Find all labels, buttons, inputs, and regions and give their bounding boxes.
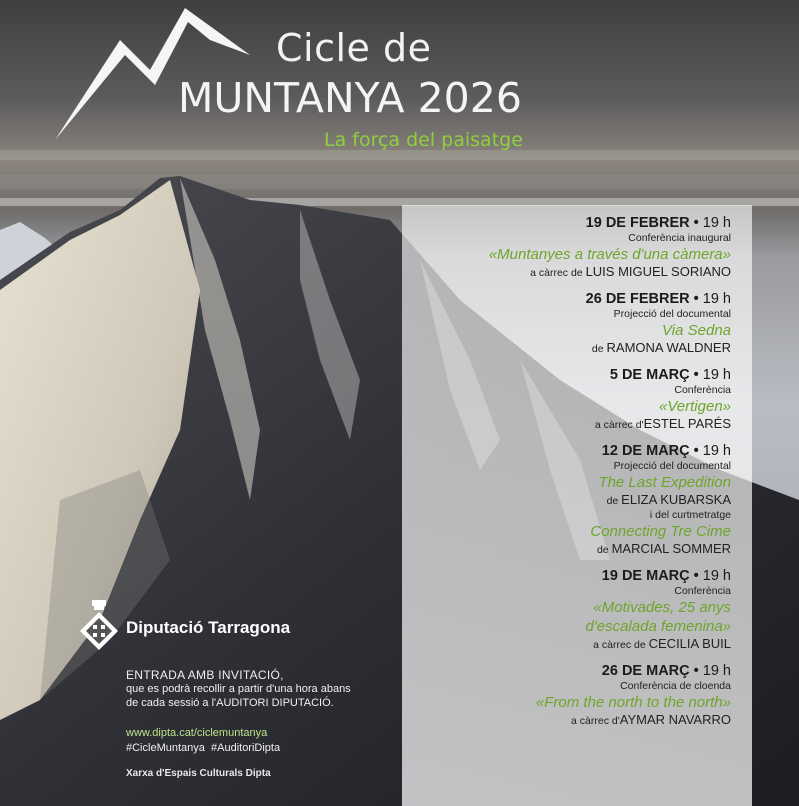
event-date: 12 DE MARÇ • 19 h	[601, 443, 731, 459]
invitation-line2: de cada sessió a l'AUDITORI DIPUTACIÓ.	[126, 697, 334, 709]
event-date: 26 DE MARÇ • 19 h	[601, 663, 731, 679]
event-title: The Last Expedition	[598, 474, 731, 491]
event-speaker: de RAMONA WALDNER	[591, 340, 731, 355]
event-date: 26 DE FEBRER • 19 h	[585, 291, 731, 307]
event-speaker: a càrrec d'ESTEL PARÉS	[594, 416, 731, 431]
organizer-name: Diputació Tarragona	[126, 618, 291, 637]
event-title: «From the north to the north»	[535, 694, 731, 711]
event-speaker: a càrrec de CECILIA BUIL	[593, 636, 731, 651]
event-5	[401, 567, 731, 653]
event-6	[401, 662, 731, 729]
event-kind: Conferència	[674, 585, 731, 597]
website-link[interactable]: www.dipta.cat/ciclemuntanya	[126, 727, 268, 739]
event-title-line1: «Motivades, 25 anys	[593, 599, 731, 616]
title-line2	[178, 74, 522, 122]
event-kind: Projecció del documental	[613, 460, 731, 472]
event-3	[401, 366, 731, 433]
invitation-heading: ENTRADA AMB INVITACIÓ,	[126, 668, 284, 682]
event-date: 19 DE MARÇ • 19 h	[601, 568, 731, 584]
event-date: 19 DE FEBRER • 19 h	[585, 215, 731, 231]
event-title-line2: d'escalada femenina»	[585, 618, 731, 635]
event-title: Via Sedna	[662, 322, 731, 339]
event-title: «Muntanyes a través d'una càmera»	[488, 246, 731, 263]
event-kind: Conferència inaugural	[628, 232, 731, 244]
event-date: 5 DE MARÇ • 19 h	[609, 367, 731, 383]
title-year: 2026	[417, 74, 522, 122]
event-speaker: a càrrec de LUIS MIGUEL SORIANO	[530, 264, 731, 279]
hashtag-cicle[interactable]: #CicleMuntanya	[126, 742, 205, 754]
event-extra-speaker: de MARCIAL SOMMER	[596, 541, 731, 556]
diputacio-logo-icon	[78, 600, 120, 652]
title-muntanya: MUNTANYA	[178, 74, 405, 122]
event-4	[401, 442, 731, 558]
event-extra-title: Connecting Tre Cime	[590, 523, 731, 540]
event-kind: Conferència	[674, 384, 731, 396]
links	[126, 726, 280, 756]
title-line1: Cicle de	[276, 26, 432, 70]
event-title: «Vertigen»	[659, 398, 731, 415]
event-speaker: de ELIZA KUBARSKA	[606, 492, 731, 507]
event-1	[401, 214, 731, 281]
event-kind: Conferència de cloenda	[620, 680, 731, 692]
invitation-line1: que es podrà recollir a partir d'una hora abans	[126, 683, 351, 695]
invitation-info	[126, 668, 396, 710]
hashtags	[126, 741, 280, 756]
event-extra-kind: i del curtmetratge	[649, 509, 731, 521]
schedule-panel	[401, 214, 731, 738]
network-label: Xarxa d'Espais Culturals Dipta	[126, 768, 271, 779]
subtitle: La força del paisatge	[324, 129, 523, 151]
hashtag-auditori[interactable]: #AuditoriDipta	[211, 742, 281, 754]
event-2	[401, 290, 731, 357]
event-kind: Projecció del documental	[613, 308, 731, 320]
event-speaker: a càrrec d'AYMAR NAVARRO	[571, 712, 731, 727]
